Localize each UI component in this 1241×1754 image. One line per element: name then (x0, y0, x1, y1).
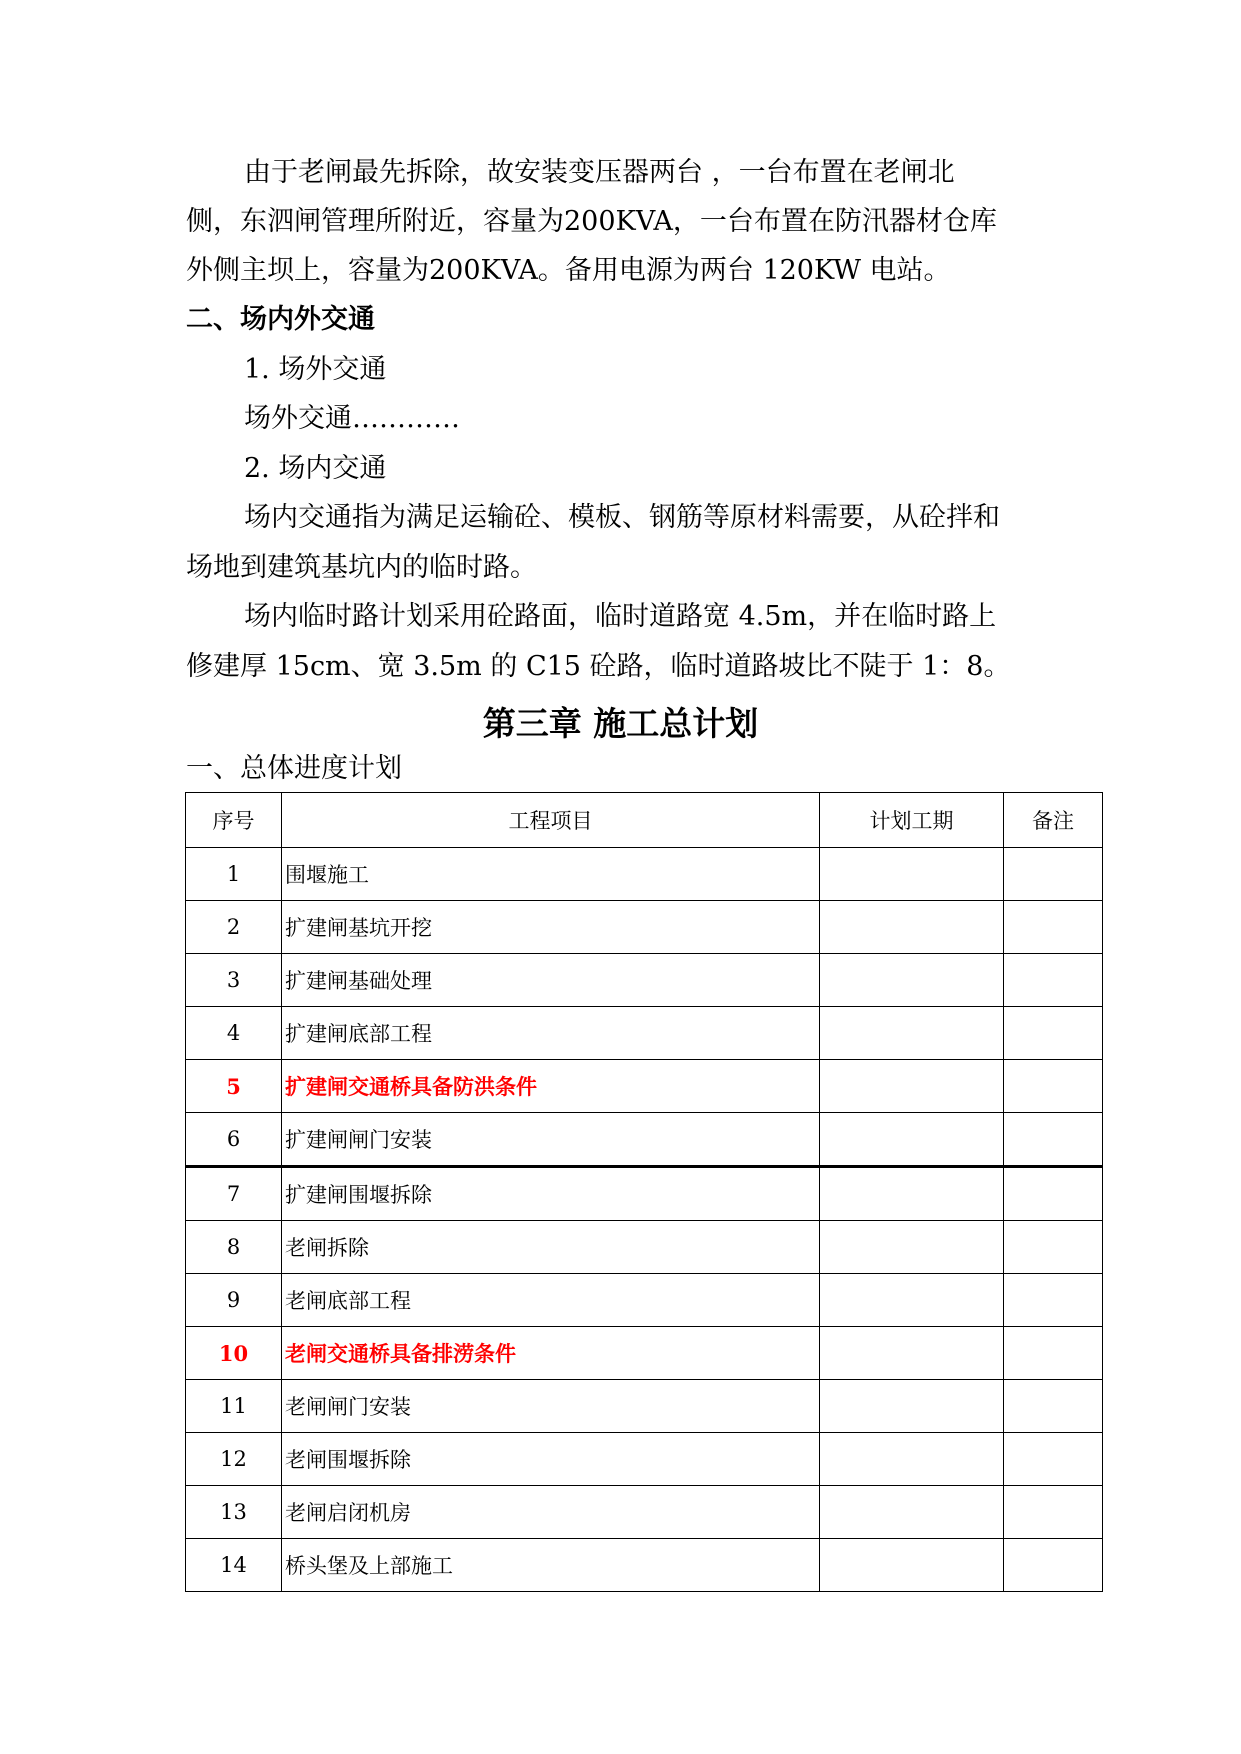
row-remarks (1004, 1221, 1103, 1274)
row-duration (820, 1221, 1004, 1274)
row-item: 扩建闸围堰拆除 (282, 1167, 820, 1221)
section-heading: 一、总体进度计划 (186, 753, 402, 784)
row-item: 扩建闸基坑开挖 (282, 901, 820, 954)
row-item: 老闸闸门安装 (282, 1380, 820, 1433)
paragraph-line: 侧，东泗闸管理所附近，容量为200KVA，一台布置在防汛器材仓库 (186, 206, 997, 237)
row-duration (820, 954, 1004, 1007)
row-remarks (1004, 1327, 1103, 1380)
row-remarks (1004, 1539, 1103, 1592)
schedule-table (185, 792, 1103, 1592)
row-duration (820, 1060, 1004, 1113)
paragraph-line: 场地到建筑基坑内的临时路。 (186, 552, 537, 583)
row-duration (820, 1327, 1004, 1380)
row-duration (820, 1274, 1004, 1327)
row-duration (820, 1007, 1004, 1060)
table-row (186, 1060, 1103, 1113)
row-duration (820, 1380, 1004, 1433)
chapter-title: 第三章 施工总计划 (482, 704, 759, 743)
table-row (186, 1113, 1103, 1167)
row-remarks (1004, 1380, 1103, 1433)
row-duration (820, 848, 1004, 901)
column-header-duration: 计划工期 (820, 793, 1004, 848)
column-header-number: 序号 (186, 793, 282, 848)
row-number: 9 (186, 1274, 282, 1327)
section-heading: 二、场内外交通 (186, 304, 375, 335)
paragraph-line: 由于老闸最先拆除，故安装变压器两台 ，一台布置在老闸北 (244, 157, 955, 188)
row-remarks (1004, 1060, 1103, 1113)
row-item: 扩建闸基础处理 (282, 954, 820, 1007)
row-duration (820, 1167, 1004, 1221)
paragraph-line: 场内交通指为满足运输砼、模板、钢筋等原材料需要，从砼拌和 (244, 502, 1000, 533)
row-remarks (1004, 1274, 1103, 1327)
row-number: 4 (186, 1007, 282, 1060)
table-row (186, 1327, 1103, 1380)
subsection-text: 场外交通………… (244, 403, 460, 434)
row-remarks (1004, 901, 1103, 954)
row-item: 围堰施工 (282, 848, 820, 901)
row-number: 1 (186, 848, 282, 901)
row-item: 扩建闸底部工程 (282, 1007, 820, 1060)
row-remarks (1004, 1167, 1103, 1221)
table-row (186, 1167, 1103, 1221)
row-remarks (1004, 1007, 1103, 1060)
paragraph-line: 修建厚 15cm、宽 3.5m 的 C15 砼路，临时道路坡比不陡于 1：8。 (186, 651, 1011, 682)
column-header-remarks: 备注 (1004, 793, 1103, 848)
row-number: 11 (186, 1380, 282, 1433)
row-duration (820, 1433, 1004, 1486)
row-number: 12 (186, 1433, 282, 1486)
table-row (186, 1274, 1103, 1327)
row-number: 10 (186, 1327, 282, 1380)
row-duration (820, 1486, 1004, 1539)
row-number: 13 (186, 1486, 282, 1539)
row-number: 2 (186, 901, 282, 954)
paragraph-line: 场内临时路计划采用砼路面，临时道路宽 4.5m，并在临时路上 (244, 601, 997, 632)
table-row (186, 954, 1103, 1007)
row-duration (820, 1113, 1004, 1167)
row-remarks (1004, 1486, 1103, 1539)
row-number: 7 (186, 1167, 282, 1221)
table-row (186, 1007, 1103, 1060)
table-header-row (186, 793, 1103, 848)
row-number: 6 (186, 1113, 282, 1167)
row-remarks (1004, 954, 1103, 1007)
paragraph-line: 外侧主坝上，容量为200KVA。备用电源为两台 120KW 电站。 (186, 255, 951, 286)
row-item: 扩建闸闸门安装 (282, 1113, 820, 1167)
row-item: 老闸交通桥具备排涝条件 (282, 1327, 820, 1380)
row-number: 3 (186, 954, 282, 1007)
table-row (186, 1433, 1103, 1486)
table-row (186, 1539, 1103, 1592)
subsection-heading: 2. 场内交通 (244, 453, 387, 484)
row-item: 老闸底部工程 (282, 1274, 820, 1327)
row-number: 5 (186, 1060, 282, 1113)
row-duration (820, 1539, 1004, 1592)
table-row (186, 848, 1103, 901)
row-duration (820, 901, 1004, 954)
row-item: 扩建闸交通桥具备防洪条件 (282, 1060, 820, 1113)
row-item: 老闸启闭机房 (282, 1486, 820, 1539)
row-remarks (1004, 1113, 1103, 1167)
row-item: 老闸拆除 (282, 1221, 820, 1274)
subsection-heading: 1. 场外交通 (244, 354, 387, 385)
table-row (186, 1221, 1103, 1274)
row-number: 14 (186, 1539, 282, 1592)
row-item: 老闸围堰拆除 (282, 1433, 820, 1486)
table-row (186, 901, 1103, 954)
row-remarks (1004, 848, 1103, 901)
row-number: 8 (186, 1221, 282, 1274)
row-item: 桥头堡及上部施工 (282, 1539, 820, 1592)
row-remarks (1004, 1433, 1103, 1486)
table-row (186, 1486, 1103, 1539)
table-row (186, 1380, 1103, 1433)
column-header-item: 工程项目 (282, 793, 820, 848)
